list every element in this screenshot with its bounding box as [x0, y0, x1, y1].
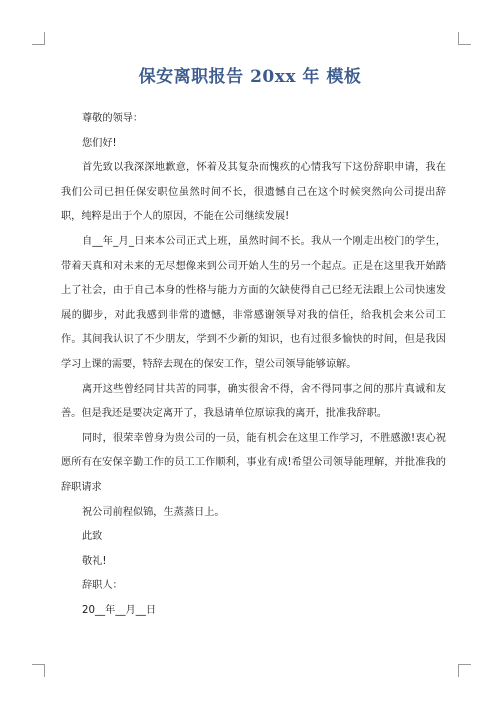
wish-line: 祝公司前程似锦，生蒸蒸日上。 [82, 506, 225, 518]
closing-cizhi: 此致 [82, 531, 103, 543]
paragraph-history: 自__年_月_日来本公司正式上班，虽然时间不长。我从一个刚走出校门的学生，带着天真和对未来的无尽想像来到公司开始人生的另一个起点。正是在这里我开始踏上了社会，由于自己本身的性格与能力方面的欠缺使得自己已经无法跟上公司快速发展的脚步，对此我感到非常的遗憾，非常感谢领导对我的信任，给我机会来公司工作。其间我认识了不少朋友，学到不少新的知识，也有过很多愉快的时间，但是我因学习上课的需要，特辞去现在的保安工作，望公司领导能够谅解。 [61, 235, 446, 370]
paragraph-gratitude: 同时，很荣幸曾身为贵公司的一员，能有机会在这里工作学习，不胜感激!衷心祝愿所有在安保辛勤工作的员工工作顺利，事业有成!希望公司领导能理解，并批准我的辞职请求 [61, 432, 446, 493]
salutation: 尊敬的领导： [82, 113, 144, 124]
crop-mark-top-left [32, 32, 45, 45]
closing-jingli: 敬礼! [82, 555, 107, 567]
crop-mark-bottom-right [458, 664, 471, 677]
signature-label: 辞职人： [82, 580, 123, 592]
crop-mark-top-right [458, 32, 471, 45]
crop-mark-bottom-left [32, 664, 45, 677]
greeting: 您们好! [82, 137, 117, 149]
paragraph-apology: 首先致以我深深地歉意，怀着及其复杂而愧疚的心情我写下这份辞职申请，我在我们公司已担任保安职位虽然时间不长，很遗憾自己在这个时候突然向公司提出辞职，纯粹是出于个人的原因，不能在公司继续发展! [61, 162, 446, 223]
paragraph-colleagues: 离开这些曾经同甘共苦的同事，确实很舍不得，舍不得同事之间的那片真诚和友善。但是我还是要决定离开了，我恳请单位原谅我的离开，批准我辞职。 [61, 383, 446, 420]
document-title: 保安离职报告 20xx 年 模板 [138, 67, 362, 87]
date-line: 20__年__月__日 [82, 604, 157, 616]
document-body [61, 107, 446, 623]
